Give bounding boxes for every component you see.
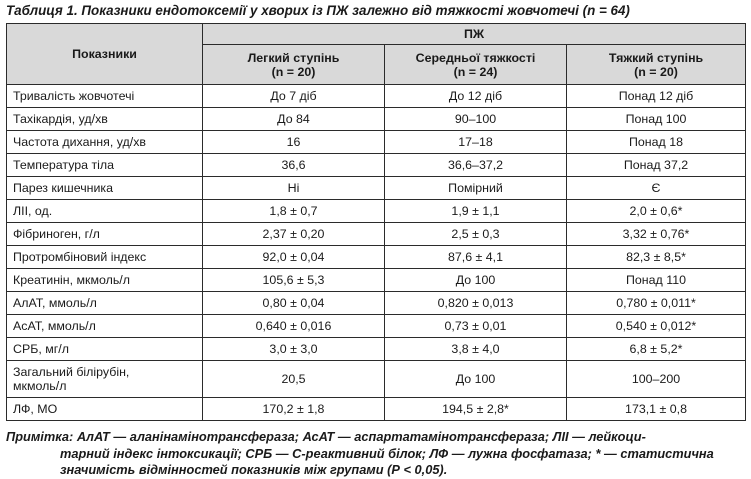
table-row [7,200,746,223]
cell-severe: Є [567,177,746,200]
cell-mild: 1,8 ± 0,7 [203,200,385,223]
cell-severe: Понад 18 [567,131,746,154]
cell-moderate: 90–100 [385,108,567,131]
cell-severe: 6,8 ± 5,2* [567,338,746,361]
cell-mild: 0,80 ± 0,04 [203,292,385,315]
table-row [7,315,746,338]
table-row [7,338,746,361]
table-row [7,292,746,315]
cell-moderate: До 100 [385,269,567,292]
indicators-table [6,23,746,421]
cell-mild: До 84 [203,108,385,131]
cell-severe: Понад 100 [567,108,746,131]
table-note [6,429,746,479]
header-group-pj: ПЖ [203,24,746,45]
cell-moderate: До 100 [385,361,567,398]
row-label: АлАТ, ммоль/л [7,292,203,315]
cell-moderate: 0,73 ± 0,01 [385,315,567,338]
cell-moderate: 36,6–37,2 [385,154,567,177]
cell-severe: 3,32 ± 0,76* [567,223,746,246]
cell-moderate: 17–18 [385,131,567,154]
header-moderate-name: Середньої тяжкості [415,50,536,65]
row-label: ЛІІ, од. [7,200,203,223]
cell-severe: 0,780 ± 0,011* [567,292,746,315]
cell-severe: Понад 37,2 [567,154,746,177]
cell-mild: 105,6 ± 5,3 [203,269,385,292]
cell-moderate: 1,9 ± 1,1 [385,200,567,223]
cell-mild: 3,0 ± 3,0 [203,338,385,361]
table-row [7,246,746,269]
cell-mild: 20,5 [203,361,385,398]
row-label: Протромбіновий індекс [7,246,203,269]
cell-mild: 36,6 [203,154,385,177]
row-label: Креатинін, мкмоль/л [7,269,203,292]
note-line: значимість відмінностей показників між групами (Р < 0,05). [60,462,448,477]
cell-severe: 0,540 ± 0,012* [567,315,746,338]
table-row [7,85,746,108]
row-label: Фібриноген, г/л [7,223,203,246]
table-row [7,108,746,131]
table-row [7,398,746,421]
row-label: Частота дихання, уд/хв [7,131,203,154]
note-line: тарний індекс інтоксикації; СРБ — С-реактивний білок; ЛФ — лужна фосфатаза; * — статистична [60,445,714,461]
header-severe-name: Тяжкий ступінь [608,50,704,65]
cell-severe: 2,0 ± 0,6* [567,200,746,223]
row-label: Температура тіла [7,154,203,177]
table-row [7,154,746,177]
cell-mild: Ні [203,177,385,200]
cell-mild: 16 [203,131,385,154]
cell-moderate: 0,820 ± 0,013 [385,292,567,315]
cell-moderate: Помірний [385,177,567,200]
cell-moderate: 2,5 ± 0,3 [385,223,567,246]
table-row [7,361,746,398]
cell-mild: 92,0 ± 0,04 [203,246,385,269]
cell-severe: 173,1 ± 0,8 [567,398,746,421]
header-mild-n: (n = 20) [271,64,316,79]
row-label: ЛФ, МО [7,398,203,421]
row-label [7,361,203,398]
table-row [7,269,746,292]
header-mild [203,45,385,85]
header-moderate-n: (n = 24) [453,64,498,79]
cell-severe: Понад 110 [567,269,746,292]
cell-mild: 170,2 ± 1,8 [203,398,385,421]
row-label: СРБ, мг/л [7,338,203,361]
cell-mild: До 7 діб [203,85,385,108]
table-caption: Таблиця 1. Показники ендотоксемії у хворих із ПЖ залежно від тяжкості жовчотечі (n = 64) [6,3,630,18]
table-row [7,131,746,154]
table-row [7,223,746,246]
cell-severe: 100–200 [567,361,746,398]
table-row [7,177,746,200]
cell-moderate: 87,6 ± 4,1 [385,246,567,269]
row-label: АсАТ, ммоль/л [7,315,203,338]
cell-moderate: 3,8 ± 4,0 [385,338,567,361]
row-label-line2: мкмоль/л [13,379,67,393]
cell-mild: 0,640 ± 0,016 [203,315,385,338]
note-line: Примітка: АлАТ — аланінамінотрансфераза; АсАТ — аспартатамінотрансфераза; ЛІІ — лейкоци- [6,429,646,444]
header-mild-name: Легкий ступінь [247,50,340,65]
cell-severe: Понад 12 діб [567,85,746,108]
header-indicators: Показники [7,24,203,85]
header-severe-n: (n = 20) [634,64,678,79]
header-moderate [385,45,567,85]
row-label: Тривалість жовчотечі [7,85,203,108]
header-severe [567,45,746,85]
cell-moderate: До 12 діб [385,85,567,108]
row-label-line1: Загальний білірубін, [13,365,130,379]
cell-mild: 2,37 ± 0,20 [203,223,385,246]
row-label: Тахікардія, уд/хв [7,108,203,131]
row-label: Парез кишечника [7,177,203,200]
cell-moderate: 194,5 ± 2,8* [385,398,567,421]
cell-severe: 82,3 ± 8,5* [567,246,746,269]
